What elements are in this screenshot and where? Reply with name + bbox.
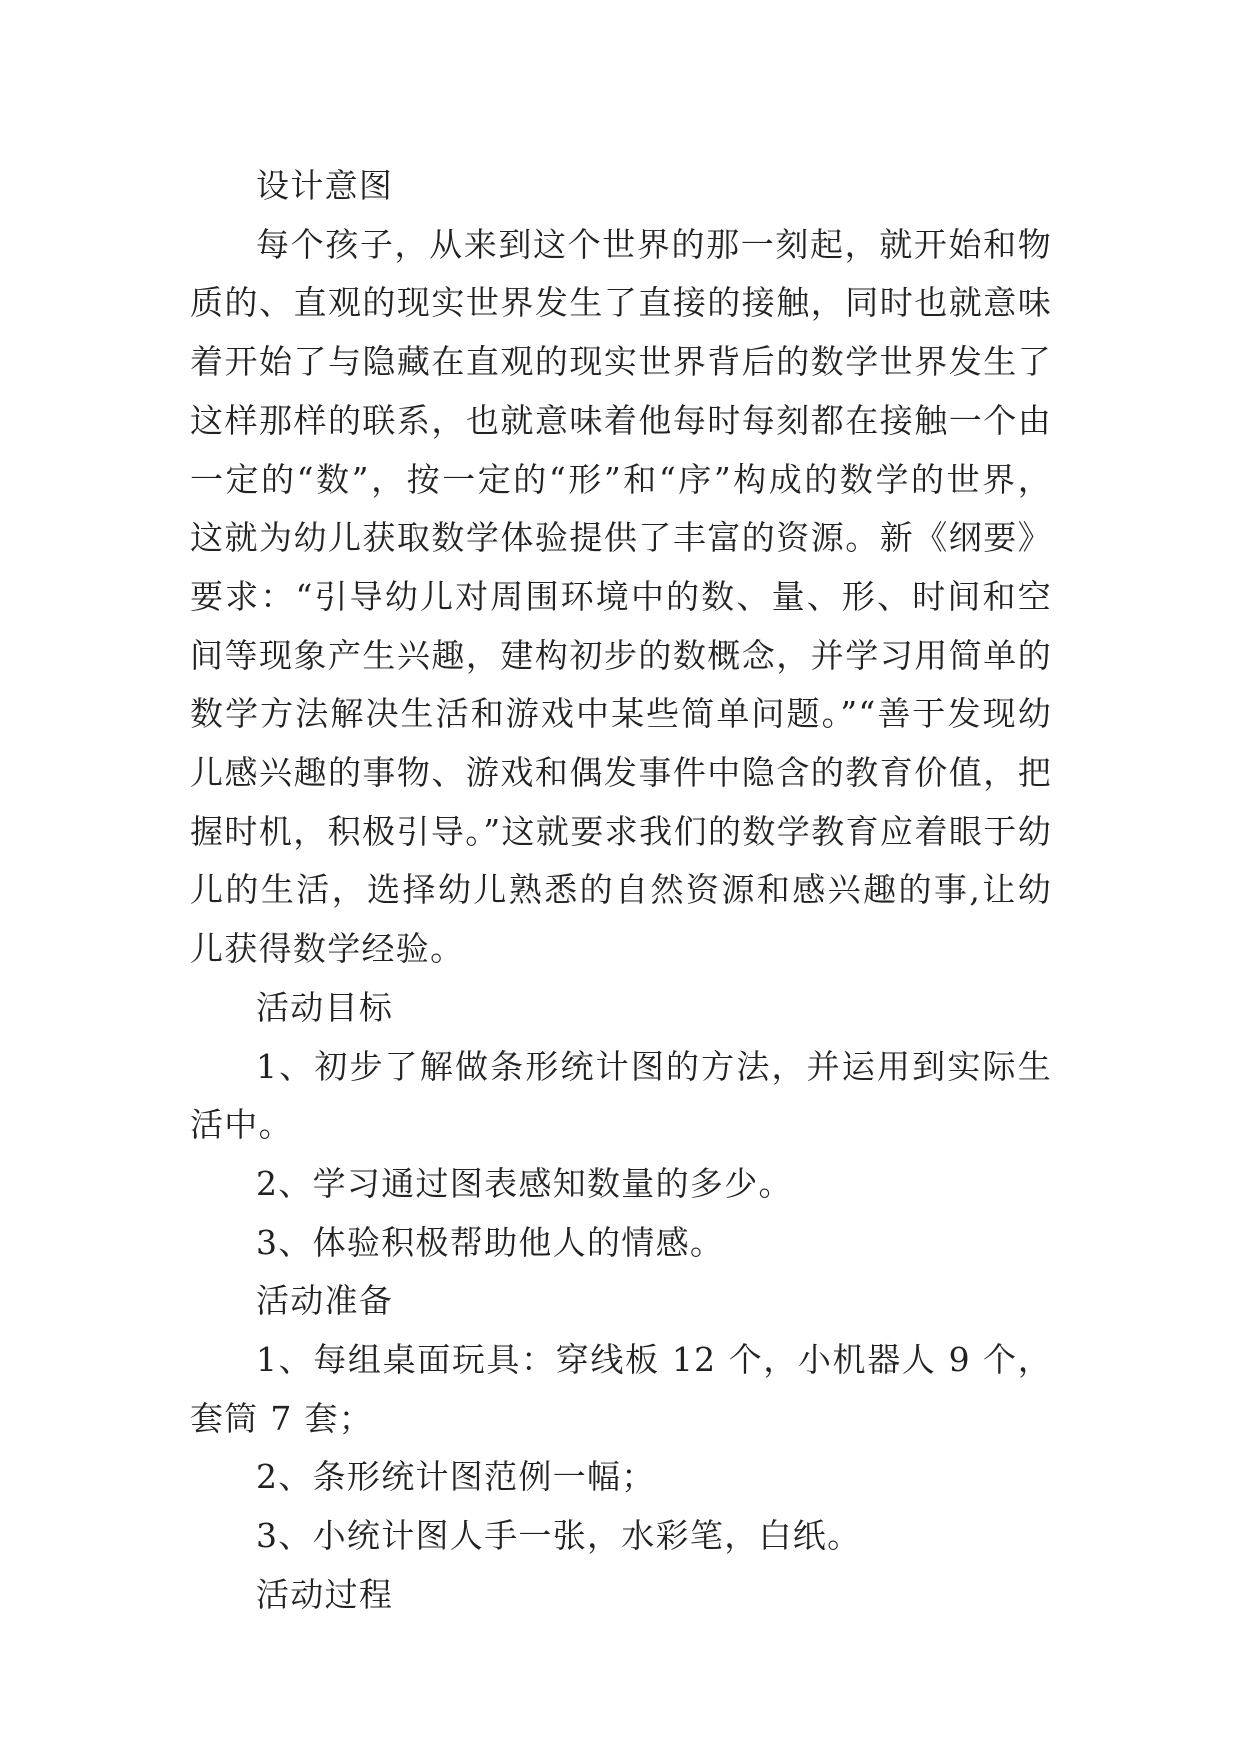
goal-item-2: 2、学习通过图表感知数量的多少。	[256, 1163, 793, 1203]
section-heading-design-intent: 设计意图	[256, 166, 394, 205]
preparation-item-2: 2、条形统计图范例一幅；	[256, 1457, 656, 1497]
document-body	[190, 157, 1052, 1625]
preparation-item-1: 1、每组桌面玩具：穿线板 12 个，小机器人 9 个，套筒 7 套；	[190, 1340, 1052, 1438]
paragraph-design-intent-body: 每个孩子，从来到这个世界的那一刻起，就开始和物质的、直观的现实世界发生了直接的接触，同时也就意味着开始了与隐藏在直观的现实世界背后的数学世界发生了这样那样的联系，也就意味着他每时每刻都在接触一个由一定的“数”，按一定的“形”和“序”构成的数学的世界，这就为幼儿获取数学体验提供了丰富的资源。新《纲要》要求：“引导幼儿对周围环境中的数、量、形、时间和空间等现象产生兴趣，建构初步的数概念，并学习用简单的数学方法解决生活和游戏中某些简单问题。”“善于发现幼儿感兴趣的事物、游戏和偶发事件中隐含的教育价值，把握时机，积极引导。”这就要求我们的数学教育应着眼于幼儿的生活，选择幼儿熟悉的自然资源和感兴趣的事,让幼儿获得数学经验。	[190, 224, 1052, 969]
section-heading-activity-process: 活动过程	[256, 1574, 394, 1614]
goal-item-1: 1、初步了解做条形统计图的方法，并运用到实际生活中。	[190, 1046, 1052, 1145]
goal-item-3: 3、体验积极帮助他人的情感。	[256, 1222, 725, 1262]
section-heading-activity-preparation: 活动准备	[256, 1281, 394, 1321]
section-heading-activity-goals: 活动目标	[256, 987, 394, 1027]
preparation-item-3: 3、小统计图人手一张，水彩笔，白纸。	[256, 1516, 862, 1556]
